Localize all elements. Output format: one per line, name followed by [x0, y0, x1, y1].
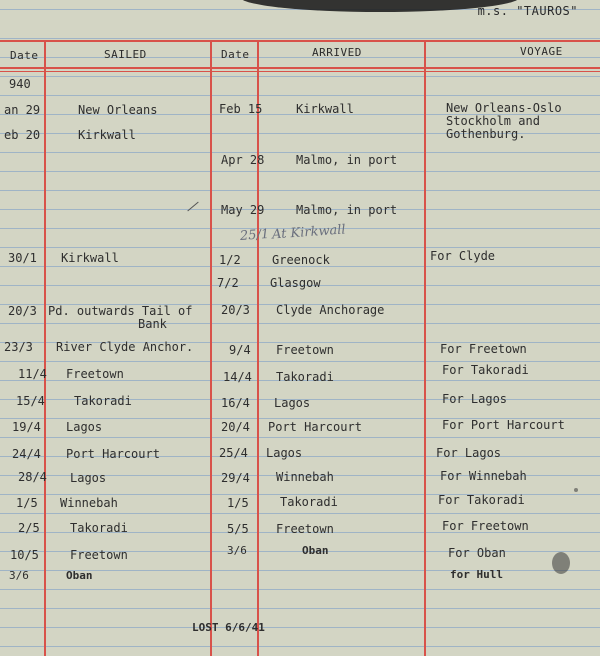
- row-11-arrived-date: 16/4: [221, 396, 250, 410]
- row-6-arrived-date: 7/2: [217, 276, 239, 290]
- row-13-sailed-date: 24/4: [12, 447, 41, 461]
- row-0-arrived-date: Feb 15: [219, 102, 263, 116]
- row-11-sailed-port: Takoradi: [74, 394, 132, 408]
- row-11-sailed-date: 15/4: [16, 394, 45, 408]
- row-13-sailed-port: Port Harcourt: [66, 447, 160, 461]
- row-0-sailed-date: an 29: [4, 103, 41, 117]
- row-5-arrived-port: Greenock: [272, 253, 330, 267]
- header-arrived: ARRIVED: [312, 46, 362, 59]
- row-9-voyage: For Freetown: [440, 342, 527, 356]
- row-9-arrived-port: Freetown: [276, 343, 334, 357]
- row-1-sailed-date: eb 20: [4, 128, 41, 142]
- row-15-voyage: For Takoradi: [438, 493, 525, 507]
- row-13-arrived-date: 25/4: [219, 446, 248, 460]
- column-rule-2: [210, 40, 212, 656]
- row-12-arrived-date: 20/4: [221, 420, 250, 434]
- row-14-sailed-date: 28/4: [18, 470, 47, 484]
- column-rule-1: [44, 40, 46, 656]
- row-11-arrived-port: Lagos: [274, 396, 311, 410]
- row-15-arrived-port: Takoradi: [280, 495, 338, 509]
- vessel-name: m.s. "TAUROS": [477, 4, 578, 18]
- ink-smudge: [552, 552, 570, 574]
- year-label: 940: [9, 77, 31, 91]
- row-7-sailed-date: 20/3: [8, 304, 37, 318]
- row-18-sailed-port: Oban: [66, 569, 93, 582]
- row-11-voyage: For Lagos: [442, 392, 508, 406]
- row-2-voyage: Gothenburg.: [446, 127, 526, 141]
- row-17-sailed-date: 10/5: [10, 548, 39, 562]
- row-10-arrived-port: Takoradi: [276, 370, 334, 384]
- row-1-sailed-port: Kirkwall: [78, 128, 136, 142]
- row-17-voyage: For Oban: [448, 546, 506, 560]
- row-12-sailed-port: Lagos: [66, 420, 103, 434]
- row-5-arrived-date: 1/2: [219, 253, 241, 267]
- row-17-arrived-port: Oban: [302, 544, 329, 557]
- check-mark: [187, 202, 198, 212]
- header-bottom-rule: [0, 67, 600, 69]
- row-5-sailed-port: Kirkwall: [61, 251, 119, 265]
- row-6-arrived-port: Glasgow: [270, 276, 321, 290]
- handwritten-note: At Kirkwall: [271, 222, 347, 243]
- header-date-sailed: Date: [10, 49, 39, 62]
- row-15-arrived-date: 1/5: [227, 496, 249, 510]
- row-16-voyage: For Freetown: [442, 519, 529, 533]
- row-15-sailed-date: 1/5: [16, 496, 38, 510]
- row-12-arrived-port: Port Harcourt: [268, 420, 362, 434]
- header-date-arrived: Date: [221, 48, 250, 61]
- row-9-arrived-date: 9/4: [229, 343, 251, 357]
- row-7-arrived-port: Clyde Anchorage: [276, 303, 385, 317]
- row-14-arrived-date: 29/4: [221, 471, 250, 485]
- lost-notation: LOST 6/6/41: [192, 621, 265, 634]
- row-7-sailed-port: Pd. outwards Tail of: [48, 304, 193, 318]
- row-3-arrived-date: Apr 28: [221, 153, 265, 167]
- header-top-rule: [0, 40, 600, 42]
- row-0-voyage: New Orleans-Oslo: [446, 101, 562, 115]
- column-rule-3: [257, 40, 259, 656]
- row-5-voyage: For Clyde: [430, 249, 496, 263]
- row-9-sailed-port: River Clyde Anchor.: [56, 340, 194, 354]
- row-9-sailed-date: 23/3: [4, 340, 33, 354]
- row-8-sailed-port: Bank: [138, 317, 167, 331]
- row-14-arrived-port: Winnebah: [276, 470, 334, 484]
- column-rule-4: [424, 40, 426, 656]
- row-10-arrived-date: 14/4: [223, 370, 252, 384]
- row-18-voyage: for Hull: [450, 568, 503, 581]
- ink-speck: [574, 488, 578, 492]
- row-15-sailed-port: Winnebah: [60, 496, 118, 510]
- row-17-arrived-date: 3/6: [227, 544, 247, 557]
- row-0-sailed-port: New Orleans: [78, 103, 158, 117]
- row-5-sailed-date: 30/1: [8, 251, 37, 265]
- row-18-sailed-date: 3/6: [9, 569, 29, 582]
- header-bottom-rule-2: [0, 71, 600, 72]
- row-1-voyage: Stockholm and: [446, 114, 540, 128]
- row-10-voyage: For Takoradi: [442, 363, 529, 377]
- row-16-sailed-port: Takoradi: [70, 521, 128, 535]
- header-sailed: SAILED: [104, 48, 147, 61]
- row-16-arrived-port: Freetown: [276, 522, 334, 536]
- row-4-arrived-date: May 29: [221, 203, 265, 217]
- row-0-arrived-port: Kirkwall: [296, 102, 354, 116]
- row-13-voyage: For Lagos: [436, 446, 502, 460]
- row-10-sailed-date: 11/4: [18, 367, 47, 381]
- row-4-arrived-port: Malmo, in port: [296, 203, 398, 217]
- row-7-arrived-date: 20/3: [221, 303, 250, 317]
- handwritten-date: 25/1: [239, 226, 270, 245]
- row-12-voyage: For Port Harcourt: [442, 418, 565, 432]
- row-14-voyage: For Winnebah: [440, 469, 527, 483]
- row-12-sailed-date: 19/4: [12, 420, 41, 434]
- row-17-sailed-port: Freetown: [70, 548, 128, 562]
- row-16-arrived-date: 5/5: [227, 522, 249, 536]
- row-3-arrived-port: Malmo, in port: [296, 153, 398, 167]
- row-14-sailed-port: Lagos: [70, 471, 107, 485]
- row-10-sailed-port: Freetown: [66, 367, 124, 381]
- header-voyage: VOYAGE: [520, 45, 563, 58]
- row-16-sailed-date: 2/5: [18, 521, 40, 535]
- row-13-arrived-port: Lagos: [266, 446, 303, 460]
